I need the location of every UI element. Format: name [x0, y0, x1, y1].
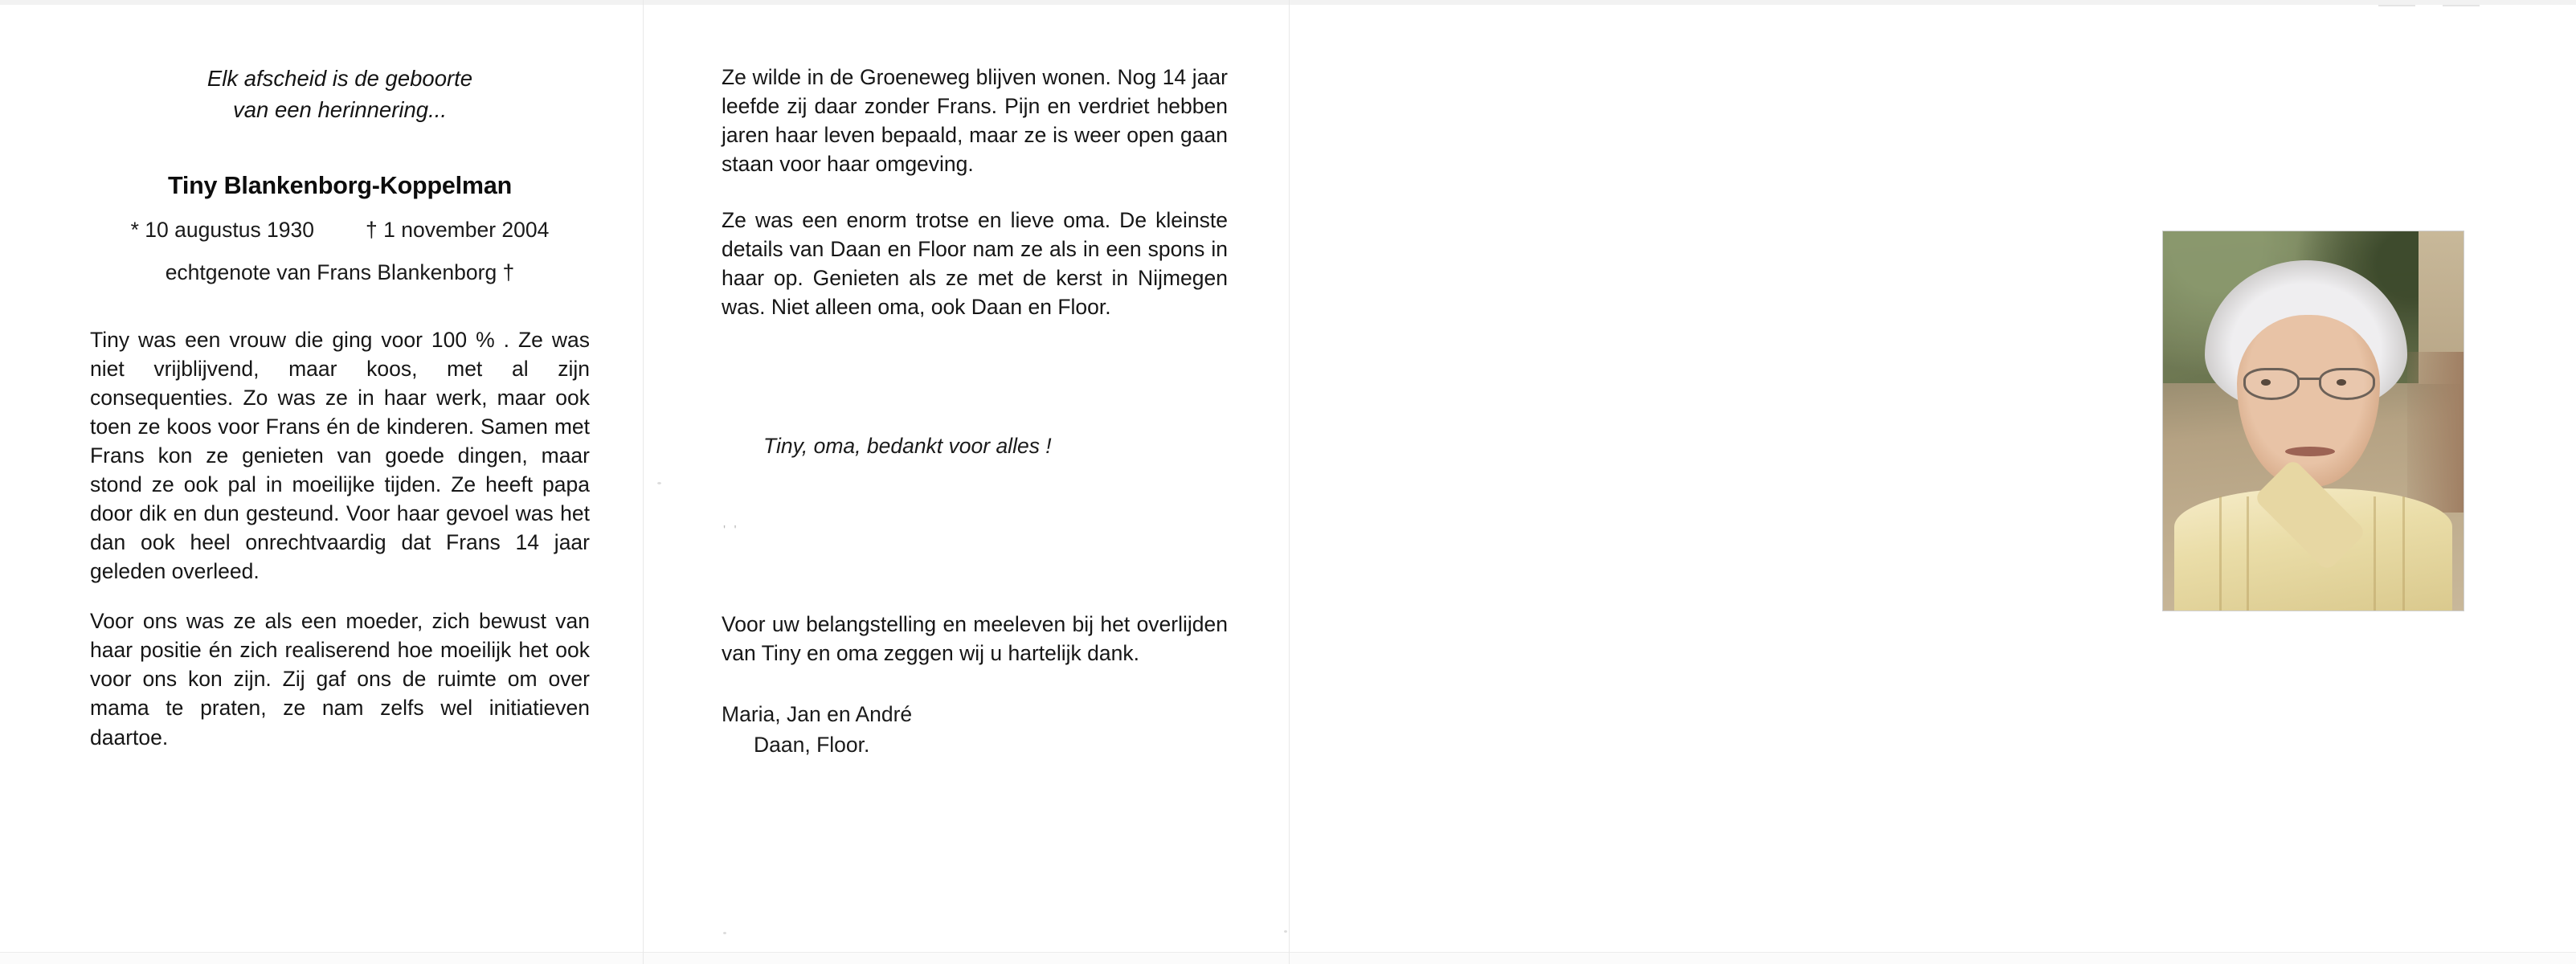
signers [722, 700, 1228, 760]
photo-mouth [2285, 447, 2335, 456]
tribute-line: Tiny, oma, bedankt voor alles ! [763, 434, 1052, 459]
signers-line-2: Daan, Floor. [754, 732, 870, 757]
life-dates [90, 218, 590, 243]
scan-speck [723, 932, 726, 934]
middle-column [722, 63, 1228, 761]
closing-paragraph: Voor uw belangstelling en meeleven bij het overlijden van Tiny en oma zeggen wij u hartelijk dank. [722, 612, 1228, 666]
birth-date: * 10 augustus 1930 [130, 218, 315, 243]
death-date: † 1 november 2004 [366, 218, 550, 243]
scan-speck [657, 482, 661, 484]
photo-of-deceased [2163, 231, 2464, 611]
photo-chair [2407, 352, 2464, 513]
epigraph-line-2: van een herinnering... [232, 97, 448, 123]
fold-line-left [643, 0, 644, 964]
right-column [1289, 0, 2576, 964]
mid-paragraph-1: Ze wilde in de Groeneweg blijven wonen. Nog 14 jaar leefde zij daar zonder Frans. Pijn en verdriet hebben jaren haar leven bepaald, maar ze is weer open gaan staan voor haar omgeving. [722, 65, 1228, 177]
mid-paragraph-2: Ze was een enorm trotse en lieve oma. De kleinste details van Daan en Floor nam ze als in een spons in haar op. Genieten als ze met de kerst in Nijmegen was. Niet alleen oma, ook Daan en Floor. [722, 208, 1228, 320]
scan-speck [1284, 930, 1287, 933]
spouse-line: echtgenote van Frans Blankenborg † [165, 260, 515, 285]
left-paragraph-2: Voor ons was ze als een moeder, zich bewust van haar positie én zich realiserend hoe moeilijk het ook voor ons kon zijn. Zij gaf ons de ruimte om over mama te praten, ze nam zelfs wel initiatieven daartoe. [90, 609, 590, 750]
epigraph [90, 63, 590, 125]
signers-line-1: Maria, Jan en André [722, 702, 913, 727]
faint-quote-mark: ' ' [723, 524, 739, 537]
photo-glasses [2240, 366, 2378, 398]
left-column [90, 63, 590, 752]
left-paragraph-1: Tiny was een vrouw die ging voor 100 % . Ze was niet vrijblijvend, maar koos, met al zijn consequenties. Zo was ze in haar werk, maar ook toen ze koos voor Frans én de kinderen. Samen met Frans kon ze genieten van goede dingen, maar stond ze ook pal in moeilijke tijden. Ze heeft papa door dik en dun gesteund. Voor haar gevoel was het dan ook heel onrechtvaardig dat Frans 14 jaar geleden overleed. [90, 328, 590, 584]
closing-block [722, 610, 1228, 760]
epigraph-line-1: Elk afscheid is de geboorte [206, 66, 473, 91]
page-title: Tiny Blankenborg-Koppelman [167, 172, 513, 200]
